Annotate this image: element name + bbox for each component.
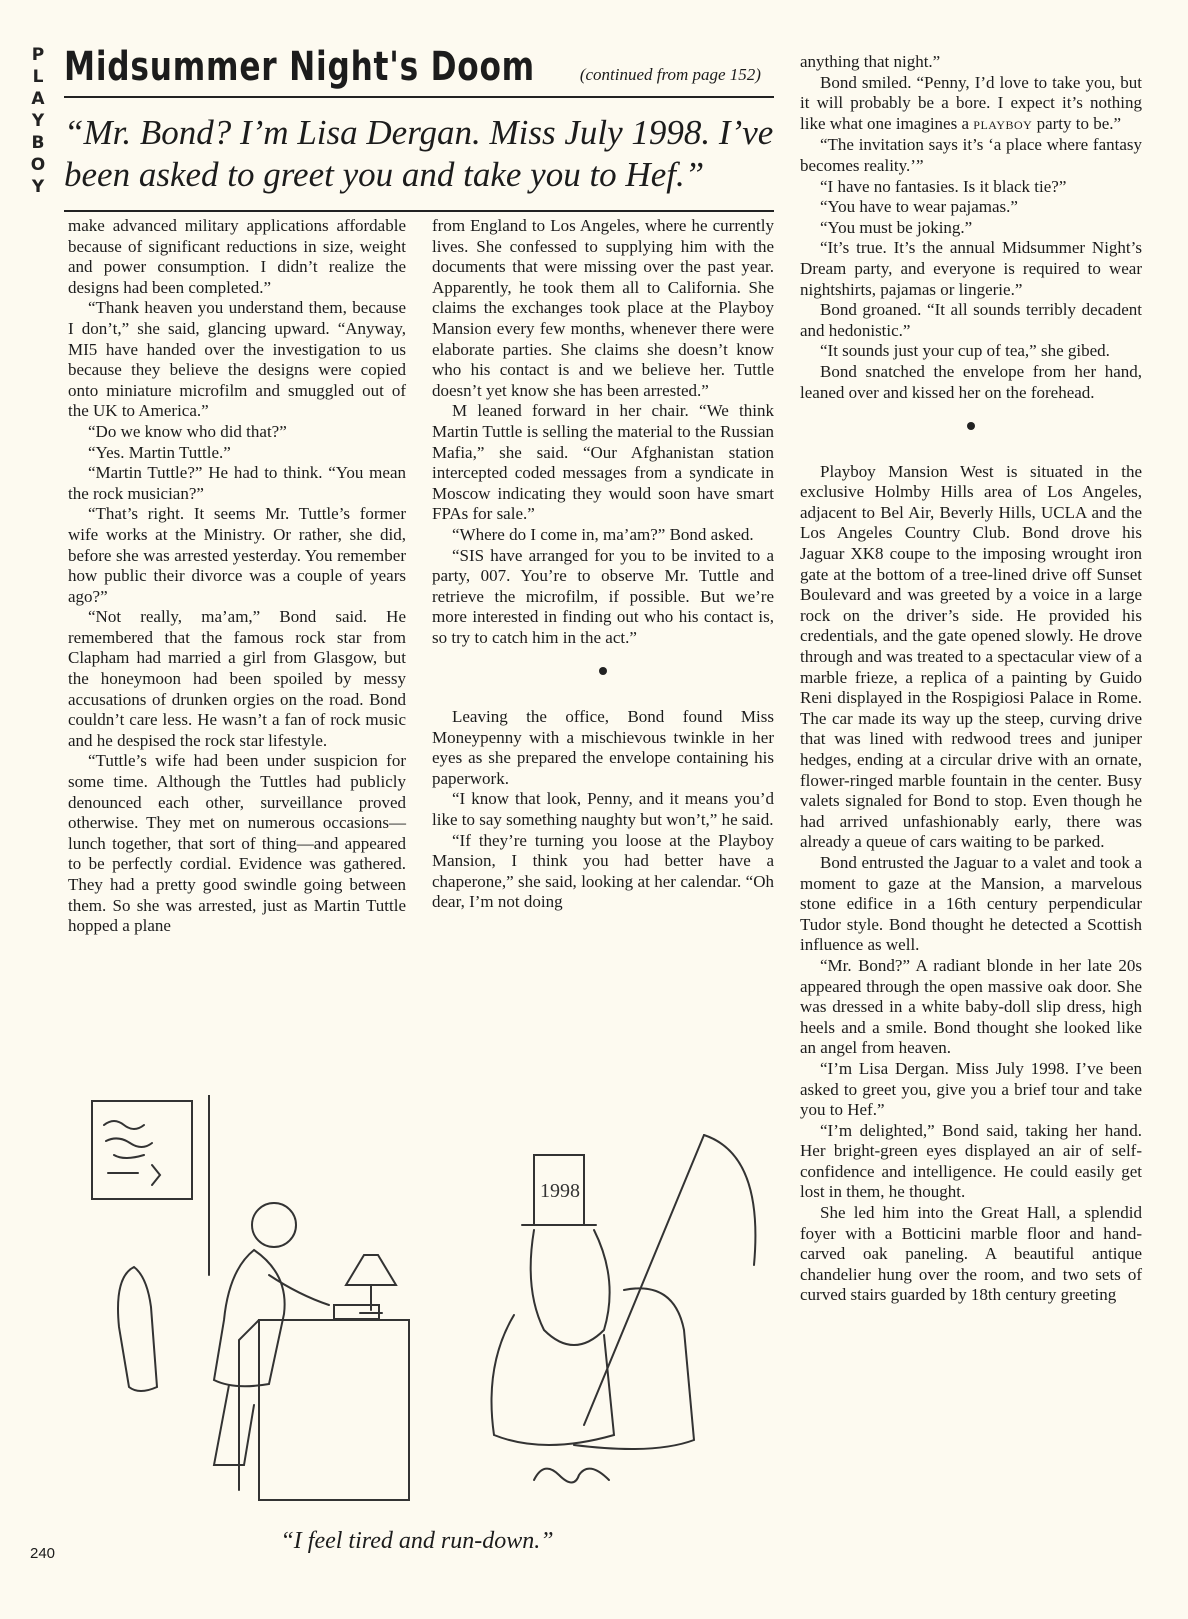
paragraph: Leaving the office, Bond found Miss Moneypenny with a mischievous twinkle in her eyes as she prepared the envelope containing his paperwork. [432,707,774,788]
paragraph: “I’m Lisa Dergan. Miss July 1998. I’ve been asked to greet you, give you a brief tour and take you to Hef.” [800,1058,1142,1120]
paragraph: “Yes. Martin Tuttle.” [88,442,231,462]
scythe-blade-icon [704,1135,755,1265]
paragraph: Bond snatched the envelope from her hand, leaned over and kissed her on the forehead. [800,361,1142,402]
bullet-dot-icon [599,667,607,675]
section-separator [432,662,774,683]
armchair-icon [574,1288,694,1449]
paragraph: anything that night.” [800,52,941,71]
paragraph: “It’s true. It’s the annual Midsummer Night’s Dream party, and everyone is required to wear nightshirts, pajamas or lingerie.” [800,238,1142,299]
pull-quote: “Mr. Bond? I’m Lisa Dergan. Miss July 1998. I’ve been asked to greet you and take you to Hef.” [64,112,774,212]
reaper-robe [492,1315,615,1445]
title-row [64,44,774,98]
paragraph: “Mr. Bond?” A radiant blonde in her late 20s appeared through the open massive oak door. She was dressed in a white baby-doll slip dress, high heels and a smile. Bond thought she looked like an angel from heaven. [800,955,1142,1058]
paragraph: “I’m delighted,” Bond said, taking her hand. Her bright-green eyes displayed an air of self-confidence and intelligence. He could easily get lost in them, he thought. [800,1120,1142,1202]
side-letter: O [30,155,46,175]
paragraph: “Where do I come in, ma’am?” Bond asked. [452,524,754,544]
paragraph: “If they’re turning you loose at the Playboy Mansion, I think you had better have a chaperone,” she said, looking at her calendar. “Oh dear, I’m not doing [432,830,774,912]
column-1 [68,216,406,937]
paragraph: “I know that look, Penny, and it means you’d like to say something naughty but won’t,” he said. [432,789,774,830]
cartoon-illustration [64,1095,770,1525]
scythe-handle [584,1135,704,1425]
side-letter: L [32,67,44,87]
side-letter: B [31,133,45,153]
section-separator [800,417,1142,438]
side-letter: P [31,45,45,65]
continued-note: (continued from page 152) [579,65,761,84]
paragraph: “Thank heaven you understand them, because I don’t,” she said, glancing upward. “Anyway, MI5 have handed over the investigation to us because they believe the designs were copied onto miniature microfilm and smuggled out of the UK to America.” [68,298,406,421]
paragraph: “SIS have arranged for you to be invited to a party, 007. You’re to observe Mr. Tuttle and retrieve the microfilm, if possible. But we’re more interested in finding out who his contact is, so try to catch him in the act.” [432,545,774,647]
reaper-beard [531,1230,610,1345]
man-arm [269,1275,329,1305]
paragraph: Playboy Mansion West is situated in the exclusive Holmby Hills area of Los Angeles, adjacent to Bel Air, Beverly Hills, UCLA and the Los Angeles Country Club. Bond drove his Jaguar XK8 coupe to the imposing wrought iron gate at the bottom of a tree-lined drive off Sunset Boulevard and was greeted by a voice in a large rock on the driver’s side. He provided his credentials, and the gate opened slowly. He drove through and was treated to a spectacular view of a marble frieze, a replica of a painting by Guido Reni displayed in the Rospigiosi Palace in Rome. The car made its way up the steep, curving drive that was lined with redwood trees and juniper hedges, ending at a circular drive with an ornate, flower-ringed marble fountain in the center. Busy valets signaled for Bond to stop. Even though he had arrived unfashionably early, there was already a queue of cars waiting to be parked. [800,461,1142,852]
text-run: Bond smiled. “Penny, I’d love to take you, but it will probably be a bore. I expect it’s nothing like what one imagines a [800,72,1142,133]
paragraph: make advanced military applications affordable because of significant reductions in size, weight and power consumption. I didn’t realize the designs had been completed.” [68,216,406,297]
paragraph: “You must be joking.” [820,217,973,237]
man-body [214,1250,285,1386]
hat-year-label: 1998 [540,1180,580,1202]
column-2 [432,216,774,913]
lamp-shade-icon [346,1255,396,1285]
text-run: party to be.” [1032,113,1122,133]
paragraph: from England to Los Angeles, where he currently lives. She confessed to supplying him with the documents that were missing over the past year. Apparently, he took them all to California. She claims the exchanges took place at the Playboy Mansion every few months, whenever there were elaborate parties. She claims she doesn’t know who his contact is and we believe her. Tuttle doesn’t yet know she has been arrested.” [432,216,774,400]
picture-scribble [104,1121,160,1185]
article-title: Midsummer Night's Doom [64,44,535,90]
paragraph: “That’s right. It seems Mr. Tuttle’s former wife works at the Ministry. Or rather, she did, before she was arrested yesterday. You remember how public their divorce was a couple of years ago?” [68,504,406,606]
artist-signature [534,1469,609,1483]
side-letter: Y [31,177,45,197]
paragraph: Bond groaned. “It all sounds terribly decadent and hedonistic.” [800,300,1142,340]
paragraph: Bond entrusted the Jaguar to a valet and took a moment to gaze at the Mansion, a marvelous stone edifice in a 16th century perpendicular Tudor style. Bond thought he detected a Scottish influence as well. [800,852,1142,955]
chair-back-icon [118,1267,157,1391]
magazine-side-label [24,44,52,198]
paragraph: “You have to wear pajamas.” [820,197,1018,217]
paragraph: “The invitation says it’s ‘a place where fantasy becomes reality.’” [800,135,1142,175]
wall-picture-icon [92,1101,192,1199]
paragraph: “Do we know who did that?” [88,421,287,441]
article-header [64,44,774,212]
playboy-smallcaps: PLAYBOY [973,117,1033,132]
bullet-dot-icon [967,422,975,430]
cartoon-caption: “I feel tired and run-down.” [280,1528,554,1554]
paragraph: “Tuttle’s wife had been under suspicion for some time. Although the Tuttles had publicly denounced each other, surveillance proved otherwise. They met on numerous occasions—lunch together, that sort of thing—and appeared to be perfectly cordial. Evidence was gathered. They had a pretty good swindle going between them. So she was arrested, just as Martin Tuttle hopped a plane [68,751,406,936]
page-number: 240 [30,1545,56,1562]
paragraph: “I have no fantasies. Is it black tie?” [820,176,1067,196]
paragraph: M leaned forward in her chair. “We think Martin Tuttle is selling the material to the Russian Mafia,” she said. “Our Afghanistan station intercepted coded messages from a syndicate in Moscow indicating they would soon have smart FPAs for sale.” [432,401,774,524]
paragraph: “Martin Tuttle?” He had to think. “You mean the rock musician?” [68,463,406,503]
side-letter: Y [31,111,45,131]
man-head-icon [252,1203,296,1247]
man-legs [214,1385,254,1465]
column-3 [800,52,1142,1306]
paragraph [800,73,1142,136]
side-letter: A [31,89,45,109]
paragraph: She led him into the Great Hall, a splendid foyer with a Botticini marble floor and hand-carved oak paneling. A beautiful antique chandelier hung over the room, and two sets of curved stairs guarded by 18th century greeting [800,1203,1142,1305]
paragraph: “Not really, ma’am,” Bond said. He remembered that the famous rock star from Clapham had married a girl from Glasgow, but the honeymoon had been spoiled by messy accusations of drunken orgies on the road. Bond couldn’t care less. He wasn’t a fan of rock music and he despised the rock star lifestyle. [68,607,406,750]
paragraph: “It sounds just your cup of tea,” she gibed. [820,341,1110,361]
desk-icon [259,1320,409,1500]
